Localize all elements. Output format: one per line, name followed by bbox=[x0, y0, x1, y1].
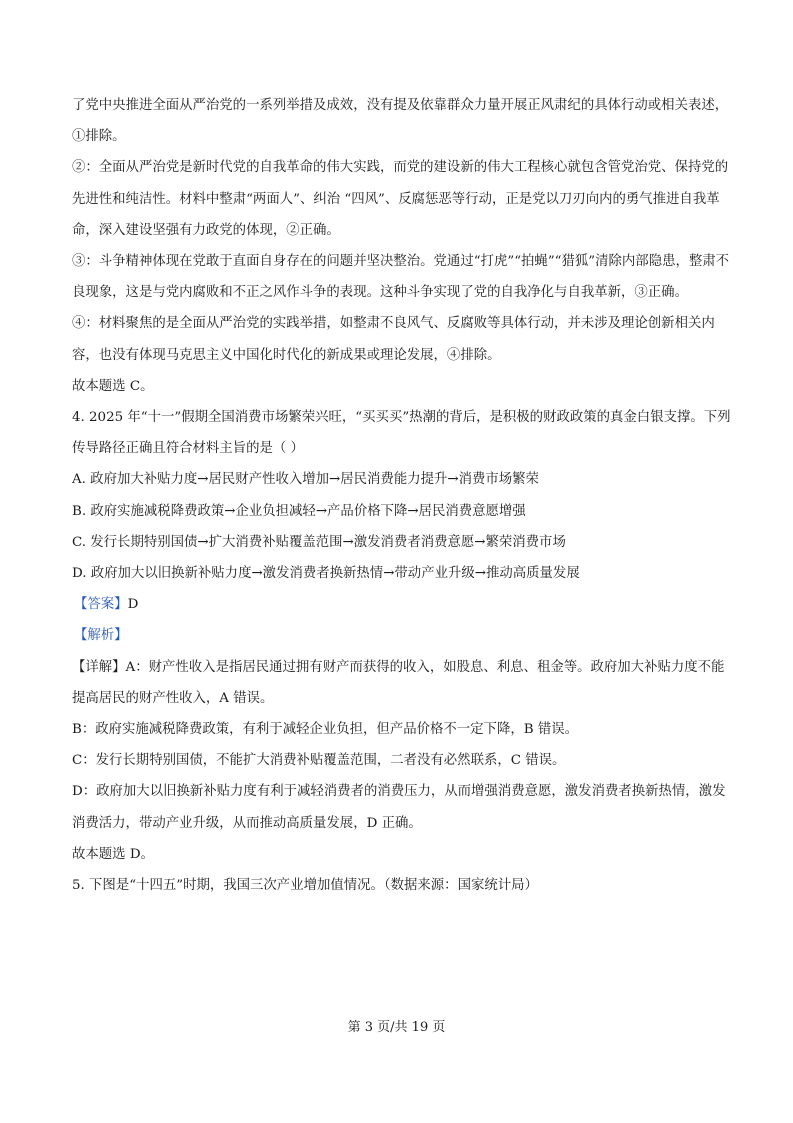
paragraph-continued: 了党中央推进全面从严治党的一系列举措及成效，没有提及依靠群众力量开展正风肃纪的具体行动或相关表述，①排除。 bbox=[72, 98, 729, 145]
option-d: D. 政府加大以旧换新补贴力度→激发消费者换新热情→带动产业升级→推动高质量发展 bbox=[72, 566, 580, 582]
explanation-conclusion: 故本题选 D。 bbox=[72, 846, 154, 862]
analysis-label: 【解析】 bbox=[74, 628, 128, 644]
option-c: C. 发行长期特别国债→扩大消费补贴覆盖范围→激发消费者消费意愿→繁荣消费市场 bbox=[72, 534, 566, 550]
explanation-c: C：发行长期特别国债，不能扩大消费补贴覆盖范围，二者没有必然联系，C 错误。 bbox=[72, 753, 566, 769]
paragraph-point-4: ④：材料聚焦的是全面从严治党的实践举措，如整肃不良风气、反腐败等具体行动，并未涉及理论创新相关内容，也没有体现马克思主义中国化时代化的新成果或理论发展，④排除。 bbox=[72, 316, 715, 363]
explanation-d: D：政府加大以旧换新补贴力度有利于减轻消费者的消费压力，从而增强消费意愿，激发消费者换新热情，激发消费活力，带动产业升级，从而推动高质量发展，D 正确。 bbox=[72, 784, 726, 831]
explanation-b: B：政府实施减税降费政策，有利于减轻企业负担，但产品价格不一定下降，B 错误。 bbox=[72, 722, 578, 738]
option-b: B. 政府实施减税降费政策→企业负担减轻→产品价格下降→居民消费意愿增强 bbox=[72, 503, 526, 519]
answer-value: D bbox=[127, 597, 139, 613]
option-a: A. 政府加大补贴力度→居民财产性收入增加→居民消费能力提升→消费市场繁荣 bbox=[72, 472, 539, 488]
paragraph-point-3: ③：斗争精神体现在党敢于直面自身存在的问题并坚决整治。党通过“打虎”“拍蝇”“猎狐”清除内部隐患，整肃不良现象，这是与党内腐败和不正之风作斗争的表现。这种斗争实现了党的自我净化与自我革新，③正确。 bbox=[72, 254, 730, 301]
page-number: 第 3 页/共 19 页 bbox=[347, 1020, 446, 1035]
paragraph-point-2: ②：全面从严治党是新时代党的自我革命的伟大实践，而党的建设新的伟大工程核心就包含管党治党、保持党的先进性和纯洁性。材料中整肃“两面人”、纠治 “四风”、反腐惩恶等行动，正是党以刀刃向内的勇气推进自我革命，深入建设坚强有力政党的体现，②正确。 bbox=[72, 160, 729, 238]
question-5-stem: 5. 下图是“十四五”时期，我国三次产业增加值情况。（数据来源：国家统计局） bbox=[72, 878, 538, 894]
explanation-a: 【详解】A：财产性收入是指居民通过拥有财产而获得的收入，如股息、利息、租金等。政府加大补贴力度不能提高居民的财产性收入，A 错误。 bbox=[72, 659, 725, 706]
answer-line bbox=[72, 589, 732, 620]
analysis-line bbox=[72, 620, 732, 651]
document-body bbox=[72, 90, 732, 901]
answer-label: 【答案】 bbox=[74, 597, 128, 613]
question-4-stem: 4. 2025 年“十一”假期全国消费市场繁荣兴旺，“买买买”热潮的背后，是积极的财政政策的真金白银支撑。下列传导路径正确且符合材料主旨的是（ ） bbox=[72, 410, 731, 457]
paragraph-conclusion: 故本题选 C。 bbox=[72, 378, 154, 394]
